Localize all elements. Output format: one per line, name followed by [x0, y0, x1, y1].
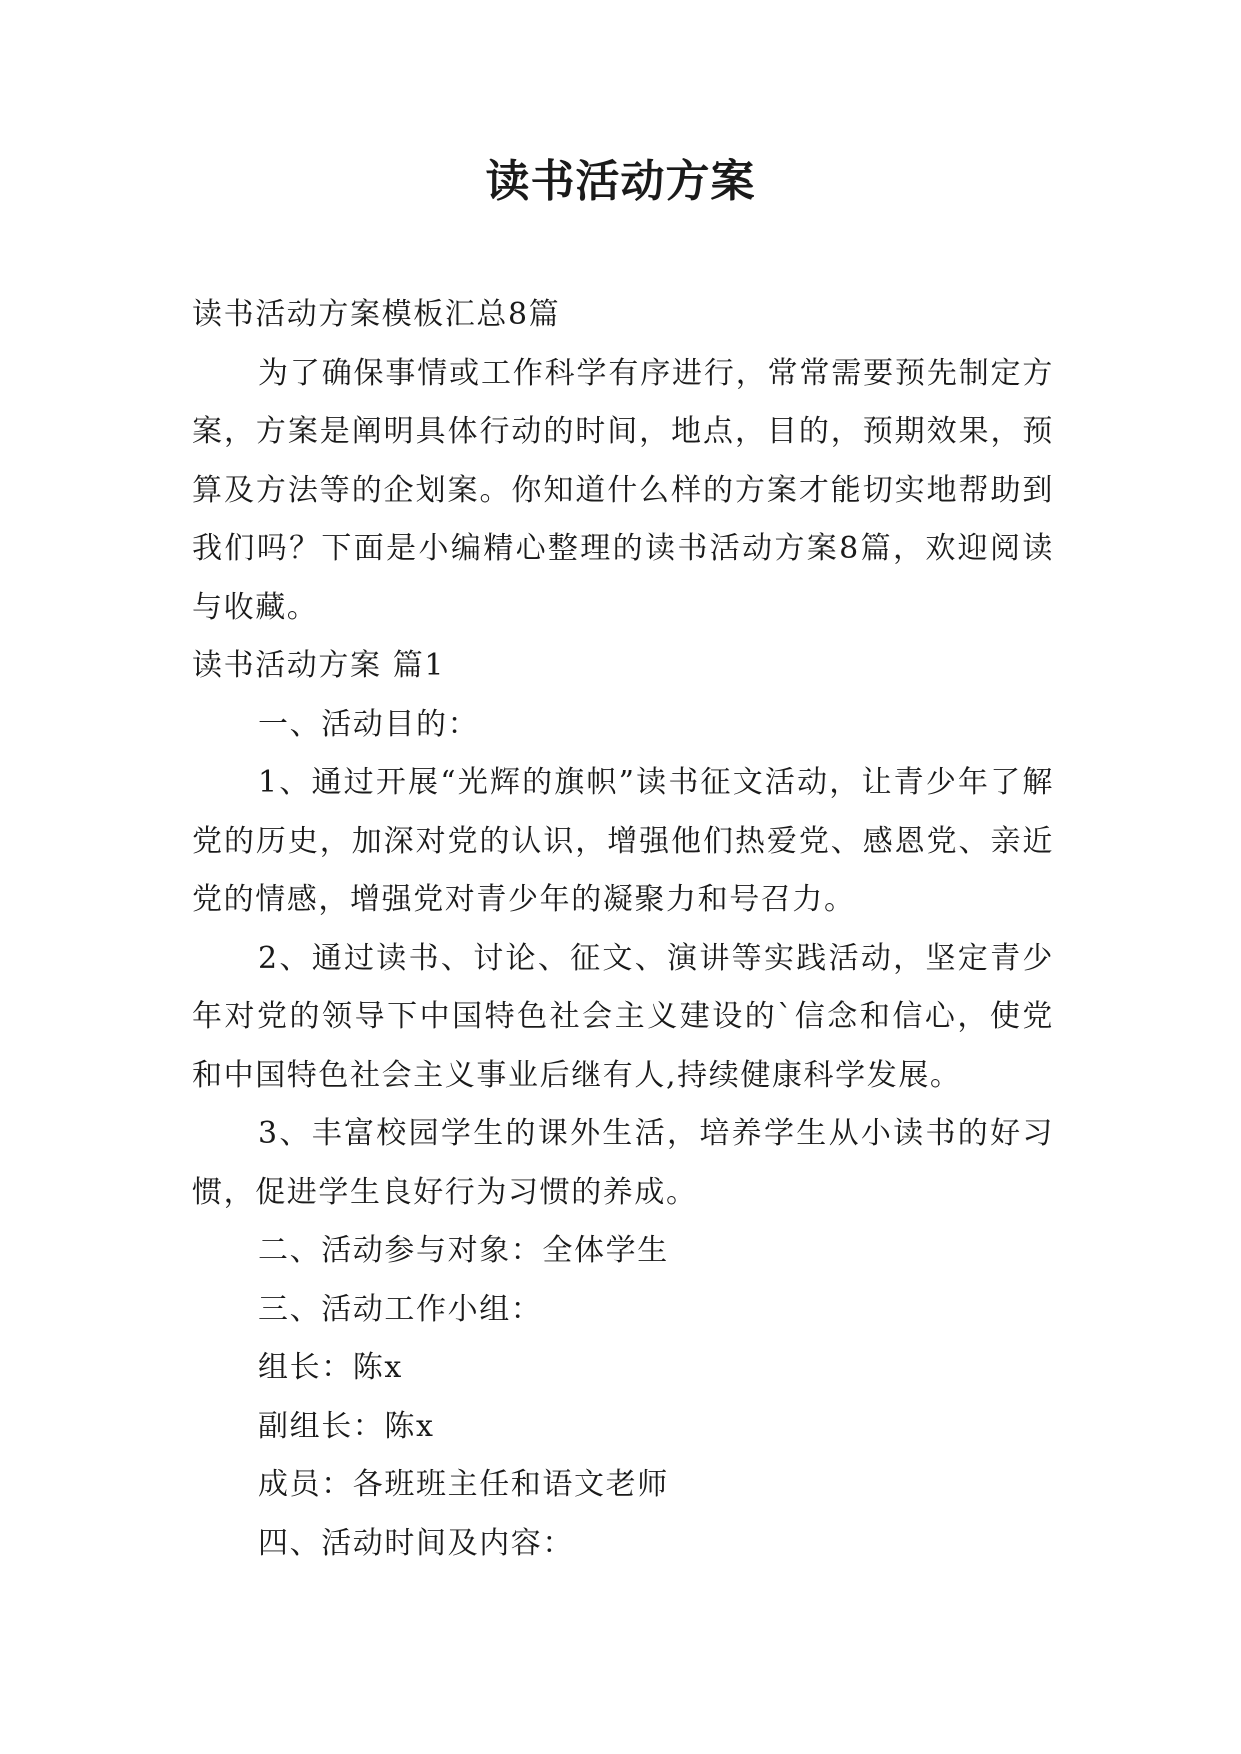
deputy-leader-line: 副组长：陈x	[258, 1408, 435, 1444]
activity-purpose-heading: 一、活动目的：	[258, 706, 480, 742]
document-title: 读书活动方案	[485, 156, 756, 207]
work-group-heading: 三、活动工作小组：	[258, 1291, 543, 1327]
document-body	[192, 286, 1054, 1573]
subtitle-line: 读书活动方案模板汇总8篇	[192, 297, 561, 332]
group-leader-line: 组长：陈x	[258, 1350, 403, 1385]
participants-line: 二、活动参与对象：全体学生	[258, 1233, 669, 1268]
section-heading: 读书活动方案 篇1	[192, 648, 446, 683]
purpose-item-2: 2、通过读书、讨论、征文、演讲等实践活动，坚定青少年对党的领导下中国特色社会主义建设的`信念和信心，使党和中国特色社会主义事业后继有人,持续健康科学发展。	[192, 940, 1054, 1093]
purpose-item-1: 1、通过开展“光辉的旗帜”读书征文活动，让青少年了解党的历史，加深对党的认识，增强他们热爱党、感恩党、亲近党的情感，增强党对青少年的凝聚力和号召力。	[192, 765, 1054, 917]
intro-paragraph: 为了确保事情或工作科学有序进行，常常需要预先制定方案，方案是阐明具体行动的时间，地点，目的，预期效果，预算及方法等的企划案。你知道什么样的方案才能切实地帮助到我们吗？下面是小编精心整理的读书活动方案8篇，欢迎阅读与收藏。	[192, 355, 1054, 625]
members-line: 成员：各班班主任和语文老师	[258, 1467, 669, 1502]
time-content-heading: 四、活动时间及内容：	[258, 1525, 574, 1561]
purpose-item-3: 3、丰富校园学生的课外生活，培养学生从小读书的好习惯，促进学生良好行为习惯的养成。	[192, 1116, 1054, 1210]
